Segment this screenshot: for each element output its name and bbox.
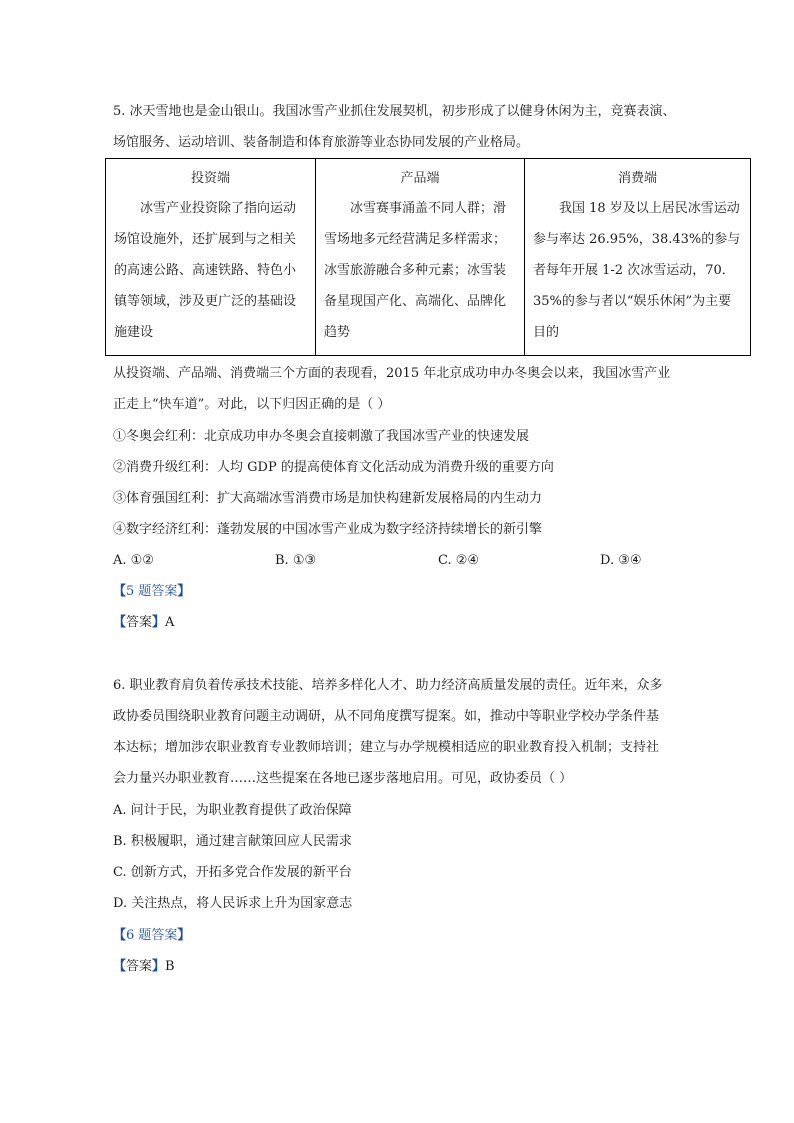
q6-stem-line-1: 6. 职业教育肩负着传承技术技能、培养多样化人才、助力经济高质量发展的责任。近年来，众多	[113, 678, 663, 693]
q5-info-table	[105, 158, 751, 356]
q5-item-3: ③体育强国红利：扩大高端冰雪消费市场是加快构建新发展格局的内生动力	[113, 491, 543, 506]
q6-stem-line-2: 政协委员围绕职业教育问题主动调研，从不同角度撰写提案。如，推动中等职业学校办学条件基	[113, 709, 660, 724]
q6-option-b: B. 积极履职，通过建言献策回应人民需求	[113, 834, 352, 849]
q5-option-c: C. ②④	[438, 553, 480, 568]
q5-option-b: B. ①③	[275, 553, 317, 568]
q6-option-d: D. 关注热点，将人民诉求上升为国家意志	[113, 896, 353, 911]
q5-answer: 【答案】A	[113, 615, 175, 630]
table-body-investment: 冰雪产业投资除了指向运动场馆设施外，还扩展到与之相关的高速公路、高速铁路、特色小镇等领域，涉及更广泛的基础设施建设	[114, 201, 297, 340]
q5-item-1: ①冬奥会红利：北京成功申办冬奥会直接刺激了我国冰雪产业的快速发展	[113, 429, 530, 444]
q5-answer-value: A	[165, 615, 175, 630]
q5-stem-line-1: 5. 冰天雪地也是金山银山。我国冰雪产业抓住发展契机，初步形成了以健身休闲为主，竞赛表演、	[113, 104, 676, 119]
q6-answer-section: 【6 题答案】	[113, 928, 191, 943]
q6-option-c: C. 创新方式，开拓多党合作发展的新平台	[113, 865, 352, 880]
table-header-product: 产品端	[400, 171, 440, 186]
q5-stem-line-2: 场馆服务、运动培训、装备制造和体育旅游等业态协同发展的产业格局。	[113, 135, 530, 150]
q6-answer-section-text: 6 题答案	[126, 928, 178, 943]
table-body-consumption: 我国 18 岁及以上居民冰雪运动参与率达 26.95%，38.43%的参与者每年开展 1-2 次冰雪运动，70．35%的参与者以“娱乐休闲”为主要目的	[533, 201, 741, 340]
table-body-product: 冰雪赛事涌盖不同人群；滑雪场地多元经营满足多样需求；冰雪旅游融合多种元素；冰雪装备星现国产化、高端化、品牌化趋势	[324, 201, 507, 340]
table-cell-consumption	[525, 159, 751, 356]
q5-answer-section-text: 5 题答案	[126, 584, 178, 599]
q6-answer-value: B	[165, 959, 175, 974]
q5-after-line-2: 正走上“快车道”。对此，以下归因正确的是（ ）	[113, 397, 391, 412]
q6-stem-line-3: 本达标；增加涉农职业教育专业教师培训；建立与办学规模相适应的职业教育投入机制；支持社	[113, 740, 660, 755]
q5-option-d: D. ③④	[600, 553, 642, 568]
q5-item-2: ②消费升级红利：人均 GDP 的提高使体育文化活动成为消费升级的重要方向	[113, 460, 554, 475]
q6-answer: 【答案】B	[113, 959, 175, 974]
table-cell-investment	[106, 159, 316, 356]
q5-after-line-1: 从投资端、产品端、消费端三个方面的表现看，2015 年北京成功申办冬奥会以来，我国冰雪产业	[113, 366, 671, 381]
q5-answer-section: 【5 题答案】	[113, 584, 191, 599]
q6-stem-line-4: 会力量兴办职业教育……这些提案在各地已逐步落地启用。可见，政协委员（ ）	[113, 771, 573, 786]
table-header-consumption: 消费端	[617, 171, 657, 186]
q5-option-a: A. ①②	[113, 553, 154, 568]
q6-answer-label: 答案	[126, 959, 153, 974]
q5-answer-label: 答案	[126, 615, 153, 630]
q6-option-a: A. 问计于民，为职业教育提供了政治保障	[113, 803, 352, 818]
q5-item-4: ④数字经济红利：蓬勃发展的中国冰雪产业成为数字经济持续增长的新引擎	[113, 522, 543, 537]
table-cell-product	[316, 159, 525, 356]
table-header-investment: 投资端	[190, 171, 230, 186]
